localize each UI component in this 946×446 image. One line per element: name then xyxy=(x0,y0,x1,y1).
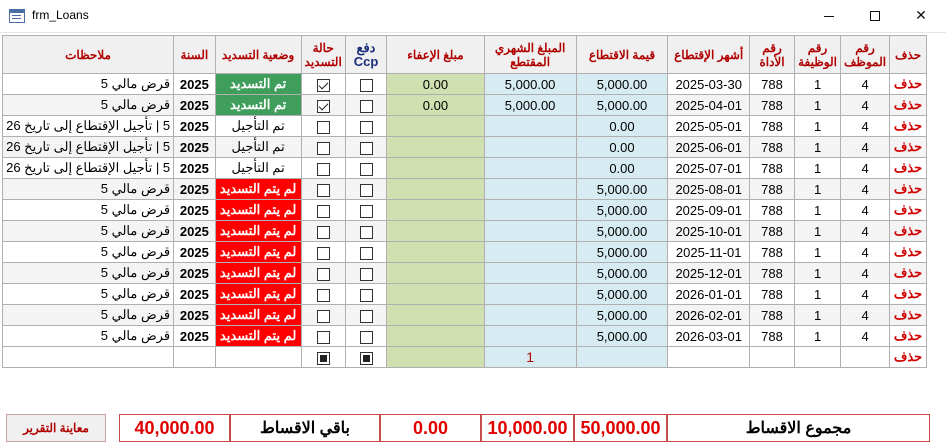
payment-status-cell[interactable] xyxy=(301,179,345,200)
ccp-payment-cell[interactable] xyxy=(345,221,386,242)
ccp-payment-cell[interactable] xyxy=(345,179,386,200)
payment-status-cell[interactable] xyxy=(301,74,345,95)
ccp-payment-cell[interactable] xyxy=(345,326,386,347)
monthly-amount-cell[interactable] xyxy=(484,137,576,158)
year-cell[interactable]: 2025 xyxy=(174,221,216,242)
employee-number-cell[interactable]: 4 xyxy=(841,158,890,179)
tool-number-cell[interactable]: 788 xyxy=(749,179,794,200)
job-number-cell[interactable]: 1 xyxy=(795,179,841,200)
header-payment-status: حالة التسديد xyxy=(301,36,345,74)
maximize-icon xyxy=(870,11,880,21)
payment-state-cell[interactable] xyxy=(215,347,301,368)
payment-status-cell[interactable] xyxy=(301,305,345,326)
deduction-value-cell[interactable]: 5,000.00 xyxy=(576,200,668,221)
payment-status-checkbox[interactable] xyxy=(317,184,330,197)
notes-cell[interactable]: 5 | تأجيل الإقتطاع إلى تاريخ 26 xyxy=(3,158,174,179)
deduction-date-cell[interactable]: 2025-03-30 xyxy=(668,74,750,95)
deduction-value-cell[interactable]: 5,000.00 xyxy=(576,221,668,242)
year-cell[interactable]: 2025 xyxy=(174,179,216,200)
header-job-number: رقم الوظيفة xyxy=(795,36,841,74)
job-number-cell[interactable]: 1 xyxy=(795,305,841,326)
job-number-cell[interactable]: 1 xyxy=(795,284,841,305)
tool-number-cell[interactable]: 788 xyxy=(749,200,794,221)
employee-number-cell[interactable]: 4 xyxy=(841,116,890,137)
table-row[interactable] xyxy=(3,221,927,242)
notes-cell[interactable]: قرض مالي 5 xyxy=(3,95,174,116)
deduction-date-cell[interactable]: 2026-02-01 xyxy=(668,305,750,326)
job-number-cell[interactable]: 1 xyxy=(795,137,841,158)
payment-status-checkbox[interactable] xyxy=(317,205,330,218)
deduction-value-cell[interactable]: 5,000.00 xyxy=(576,179,668,200)
notes-cell[interactable]: قرض مالي 5 xyxy=(3,242,174,263)
payment-status-checkbox[interactable] xyxy=(317,142,330,155)
monthly-amount-cell[interactable] xyxy=(484,242,576,263)
monthly-amount-cell[interactable] xyxy=(484,221,576,242)
payment-state-cell[interactable]: لم يتم التسديد xyxy=(215,326,301,347)
tool-number-cell[interactable]: 788 xyxy=(749,158,794,179)
deduction-date-cell[interactable]: 2025-07-01 xyxy=(668,158,750,179)
header-payment-state: وضعية التسديد xyxy=(215,36,301,74)
employee-number-cell[interactable]: 4 xyxy=(841,305,890,326)
table-row[interactable] xyxy=(3,242,927,263)
ccp-payment-cell[interactable] xyxy=(345,95,386,116)
ccp-checkbox[interactable] xyxy=(360,310,373,323)
year-cell[interactable]: 2025 xyxy=(174,74,216,95)
remaining-installments-label: باقي الاقساط xyxy=(230,414,380,442)
payment-status-checkbox[interactable] xyxy=(317,100,330,113)
payment-status-cell[interactable] xyxy=(301,347,345,368)
delete-link[interactable]: حذف xyxy=(890,74,927,95)
exemption-amount-cell[interactable] xyxy=(387,116,484,137)
table-row[interactable] xyxy=(3,284,927,305)
paid-installments-value: 10,000.00 xyxy=(481,414,574,442)
monthly-amount-cell[interactable] xyxy=(484,347,576,368)
exemption-amount-cell[interactable] xyxy=(387,200,484,221)
title-bar xyxy=(0,0,946,33)
loans-datasheet xyxy=(2,35,927,368)
payment-status-checkbox[interactable] xyxy=(317,121,330,134)
ccp-payment-cell[interactable] xyxy=(345,242,386,263)
exemption-amount-cell[interactable] xyxy=(387,347,484,368)
payment-status-checkbox[interactable] xyxy=(317,310,330,323)
delete-link[interactable]: حذف xyxy=(890,179,927,200)
payment-status-cell[interactable] xyxy=(301,158,345,179)
payment-status-cell[interactable] xyxy=(301,242,345,263)
monthly-amount-cell[interactable] xyxy=(484,284,576,305)
ccp-checkbox[interactable] xyxy=(360,121,373,134)
tool-number-cell[interactable]: 788 xyxy=(749,284,794,305)
payment-state-cell[interactable]: تم التأجيل xyxy=(215,116,301,137)
delete-link[interactable]: حذف xyxy=(890,242,927,263)
employee-number-cell[interactable]: 4 xyxy=(841,95,890,116)
monthly-amount-cell[interactable]: 5,000.00 xyxy=(484,95,576,116)
deduction-date-cell[interactable]: 2026-03-01 xyxy=(668,326,750,347)
payment-state-cell[interactable]: لم يتم التسديد xyxy=(215,221,301,242)
deduction-value-cell[interactable]: 5,000.00 xyxy=(576,284,668,305)
header-delete: حذف xyxy=(890,36,927,74)
notes-cell[interactable]: قرض مالي 5 xyxy=(3,326,174,347)
ccp-payment-cell[interactable] xyxy=(345,305,386,326)
year-cell[interactable]: 2025 xyxy=(174,326,216,347)
tool-number-cell[interactable]: 788 xyxy=(749,95,794,116)
header-notes: ملاحظات xyxy=(3,36,174,74)
exemption-amount-cell[interactable] xyxy=(387,179,484,200)
deduction-value-cell[interactable] xyxy=(576,347,668,368)
delete-link[interactable]: حذف xyxy=(890,221,927,242)
employee-number-cell[interactable]: 4 xyxy=(841,263,890,284)
table-row[interactable] xyxy=(3,74,927,95)
exemption-amount-cell[interactable] xyxy=(387,158,484,179)
ccp-checkbox[interactable] xyxy=(360,268,373,281)
exemption-amount-cell[interactable]: 0.00 xyxy=(387,95,484,116)
exemption-amount-cell[interactable] xyxy=(387,263,484,284)
job-number-cell[interactable] xyxy=(795,347,841,368)
notes-cell[interactable]: قرض مالي 5 xyxy=(3,221,174,242)
deduction-date-cell[interactable]: 2025-12-01 xyxy=(668,263,750,284)
delete-link[interactable]: حذف xyxy=(890,263,927,284)
year-cell[interactable]: 2025 xyxy=(174,305,216,326)
tool-number-cell[interactable]: 788 xyxy=(749,137,794,158)
delete-link[interactable]: حذف xyxy=(890,158,927,179)
payment-state-cell[interactable]: لم يتم التسديد xyxy=(215,200,301,221)
monthly-amount-cell[interactable]: 5,000.00 xyxy=(484,74,576,95)
deduction-date-cell[interactable] xyxy=(668,347,750,368)
payment-status-cell[interactable] xyxy=(301,137,345,158)
close-button[interactable] xyxy=(898,0,944,32)
ccp-payment-cell[interactable] xyxy=(345,347,386,368)
monthly-amount-cell[interactable] xyxy=(484,116,576,137)
ccp-checkbox[interactable] xyxy=(360,79,373,92)
table-row[interactable] xyxy=(3,263,927,284)
header-year: السنة xyxy=(174,36,216,74)
payment-status-cell[interactable] xyxy=(301,116,345,137)
employee-number-cell[interactable]: 4 xyxy=(841,221,890,242)
exemption-amount-cell[interactable] xyxy=(387,242,484,263)
delete-link[interactable]: حذف xyxy=(890,116,927,137)
exempted-value: 0.00 xyxy=(380,414,481,442)
ccp-payment-cell[interactable] xyxy=(345,284,386,305)
deduction-value-cell[interactable]: 5,000.00 xyxy=(576,326,668,347)
deduction-value-cell[interactable]: 0.00 xyxy=(576,137,668,158)
exemption-amount-cell[interactable] xyxy=(387,221,484,242)
ccp-payment-cell[interactable] xyxy=(345,116,386,137)
header-ccp-payment: دفع Ccp xyxy=(345,36,386,74)
ccp-payment-cell[interactable] xyxy=(345,263,386,284)
delete-link[interactable]: حذف xyxy=(890,200,927,221)
deduction-value-cell[interactable]: 5,000.00 xyxy=(576,263,668,284)
employee-number-cell[interactable]: 4 xyxy=(841,137,890,158)
remaining-installments-value: 40,000.00 xyxy=(119,414,230,442)
delete-link[interactable]: حذف xyxy=(890,326,927,347)
tool-number-cell[interactable]: 788 xyxy=(749,221,794,242)
deduction-value-cell[interactable]: 5,000.00 xyxy=(576,95,668,116)
ccp-checkbox[interactable] xyxy=(360,226,373,239)
year-cell[interactable]: 2025 xyxy=(174,242,216,263)
payment-status-checkbox[interactable] xyxy=(317,247,330,260)
payment-status-cell[interactable] xyxy=(301,326,345,347)
job-number-cell[interactable]: 1 xyxy=(795,158,841,179)
deduction-value-cell[interactable]: 0.00 xyxy=(576,116,668,137)
ccp-payment-cell[interactable] xyxy=(345,200,386,221)
window-title: frm_Loans xyxy=(32,8,89,22)
employee-number-cell[interactable]: 4 xyxy=(841,242,890,263)
delete-link[interactable]: حذف xyxy=(890,305,927,326)
tool-number-cell[interactable]: 788 xyxy=(749,74,794,95)
employee-number-cell[interactable] xyxy=(841,347,890,368)
monthly-amount-cell[interactable] xyxy=(484,326,576,347)
deduction-date-cell[interactable]: 2025-04-01 xyxy=(668,95,750,116)
payment-status-cell[interactable] xyxy=(301,200,345,221)
ccp-checkbox[interactable] xyxy=(360,184,373,197)
payment-status-checkbox[interactable] xyxy=(317,79,330,92)
year-cell[interactable]: 2025 xyxy=(174,263,216,284)
ccp-checkbox[interactable] xyxy=(360,142,373,155)
payment-state-cell[interactable]: لم يتم التسديد xyxy=(215,263,301,284)
header-employee-number: رقم الموظف xyxy=(841,36,890,74)
ccp-checkbox[interactable] xyxy=(360,247,373,260)
ccp-checkbox[interactable] xyxy=(360,331,373,344)
exemption-amount-cell[interactable]: 0.00 xyxy=(387,74,484,95)
notes-cell[interactable]: قرض مالي 5 xyxy=(3,179,174,200)
tool-number-cell[interactable]: 788 xyxy=(749,116,794,137)
delete-link[interactable]: حذف xyxy=(890,347,927,368)
job-number-cell[interactable]: 1 xyxy=(795,242,841,263)
year-cell[interactable]: 2025 xyxy=(174,158,216,179)
notes-cell[interactable]: 5 | تأجيل الإقتطاع إلى تاريخ 26 xyxy=(3,116,174,137)
ccp-checkbox[interactable] xyxy=(360,289,373,302)
payment-status-cell[interactable] xyxy=(301,95,345,116)
preview-report-button[interactable]: معاينة التقرير xyxy=(6,414,106,442)
year-cell[interactable]: 2025 xyxy=(174,200,216,221)
payment-status-checkbox[interactable] xyxy=(317,226,330,239)
tool-number-cell[interactable] xyxy=(749,347,794,368)
minimize-icon xyxy=(824,16,834,17)
exemption-amount-cell[interactable] xyxy=(387,137,484,158)
table-row[interactable] xyxy=(3,326,927,347)
deduction-value-cell[interactable]: 5,000.00 xyxy=(576,305,668,326)
exemption-amount-cell[interactable] xyxy=(387,326,484,347)
employee-number-cell[interactable]: 4 xyxy=(841,326,890,347)
payment-status-cell[interactable] xyxy=(301,284,345,305)
maximize-button[interactable] xyxy=(852,0,898,32)
header-deduction-months: أشهر الإقتطاع xyxy=(668,36,750,74)
deduction-value-cell[interactable]: 5,000.00 xyxy=(576,74,668,95)
header-tool-number: رقم الأداة xyxy=(749,36,794,74)
deduction-date-cell[interactable]: 2025-05-01 xyxy=(668,116,750,137)
employee-number-cell[interactable]: 4 xyxy=(841,284,890,305)
payment-state-cell[interactable]: تم التأجيل xyxy=(215,137,301,158)
table-row[interactable] xyxy=(3,305,927,326)
payment-state-cell[interactable]: تم التسديد xyxy=(215,74,301,95)
ccp-payment-cell[interactable] xyxy=(345,137,386,158)
notes-cell[interactable]: 5 | تأجيل الإقتطاع إلى تاريخ 26 xyxy=(3,137,174,158)
ccp-payment-cell[interactable] xyxy=(345,158,386,179)
deduction-date-cell[interactable]: 2025-10-01 xyxy=(668,221,750,242)
payment-state-cell[interactable]: تم التأجيل xyxy=(215,158,301,179)
form-icon xyxy=(9,9,25,23)
payment-status-checkbox[interactable] xyxy=(317,331,330,344)
job-number-cell[interactable]: 1 xyxy=(795,200,841,221)
header-exemption-amount: مبلغ الإعفاء xyxy=(387,36,484,74)
job-number-cell[interactable]: 1 xyxy=(795,74,841,95)
job-number-cell[interactable]: 1 xyxy=(795,116,841,137)
payment-state-cell[interactable]: لم يتم التسديد xyxy=(215,179,301,200)
employee-number-cell[interactable]: 4 xyxy=(841,74,890,95)
monthly-amount-cell[interactable] xyxy=(484,200,576,221)
year-cell[interactable] xyxy=(174,347,216,368)
deduction-date-cell[interactable]: 2025-11-01 xyxy=(668,242,750,263)
delete-link[interactable]: حذف xyxy=(890,284,927,305)
payment-status-checkbox[interactable] xyxy=(317,289,330,302)
ccp-checkbox[interactable] xyxy=(360,352,373,365)
new-record-row[interactable] xyxy=(3,347,927,368)
payment-status-cell[interactable] xyxy=(301,221,345,242)
tool-number-cell[interactable]: 788 xyxy=(749,305,794,326)
year-cell[interactable]: 2025 xyxy=(174,137,216,158)
payment-status-checkbox[interactable] xyxy=(317,163,330,176)
total-installments-value: 50,000.00 xyxy=(574,414,667,442)
ccp-checkbox[interactable] xyxy=(360,163,373,176)
header-monthly-amount: المبلغ الشهري المقتطع xyxy=(484,36,576,74)
loans-table xyxy=(2,35,927,368)
monthly-amount-cell[interactable] xyxy=(484,305,576,326)
header-row xyxy=(3,36,927,74)
header-deduction-value: قيمة الاقتطاع xyxy=(576,36,668,74)
payment-state-cell[interactable]: لم يتم التسديد xyxy=(215,284,301,305)
monthly-amount-cell[interactable] xyxy=(484,179,576,200)
year-cell[interactable]: 2025 xyxy=(174,116,216,137)
table-row[interactable] xyxy=(3,158,927,179)
exemption-amount-cell[interactable] xyxy=(387,284,484,305)
deduction-value-cell[interactable]: 0.00 xyxy=(576,158,668,179)
job-number-cell[interactable]: 1 xyxy=(795,95,841,116)
table-row[interactable] xyxy=(3,137,927,158)
notes-cell[interactable]: قرض مالي 5 xyxy=(3,74,174,95)
deduction-date-cell[interactable]: 2026-01-01 xyxy=(668,284,750,305)
deduction-date-cell[interactable]: 2025-08-01 xyxy=(668,179,750,200)
notes-cell[interactable]: قرض مالي 5 xyxy=(3,200,174,221)
monthly-amount-cell[interactable] xyxy=(484,158,576,179)
notes-cell[interactable]: قرض مالي 5 xyxy=(3,284,174,305)
notes-cell[interactable] xyxy=(3,347,174,368)
totals-footer xyxy=(0,414,946,444)
tool-number-cell[interactable]: 788 xyxy=(749,326,794,347)
text-cursor: 1 xyxy=(526,349,534,365)
total-installments-label: مجموع الاقساط xyxy=(667,414,930,442)
minimize-button[interactable] xyxy=(806,0,852,32)
payment-status-cell[interactable] xyxy=(301,263,345,284)
notes-cell[interactable]: قرض مالي 5 xyxy=(3,263,174,284)
job-number-cell[interactable]: 1 xyxy=(795,221,841,242)
deduction-date-cell[interactable]: 2025-06-01 xyxy=(668,137,750,158)
monthly-amount-cell[interactable] xyxy=(484,263,576,284)
tool-number-cell[interactable]: 788 xyxy=(749,242,794,263)
close-icon: ✕ xyxy=(915,8,927,24)
payment-status-checkbox[interactable] xyxy=(317,268,330,281)
year-cell[interactable]: 2025 xyxy=(174,284,216,305)
employee-number-cell[interactable]: 4 xyxy=(841,179,890,200)
payment-state-cell[interactable]: لم يتم التسديد xyxy=(215,305,301,326)
exemption-amount-cell[interactable] xyxy=(387,305,484,326)
deduction-date-cell[interactable]: 2025-09-01 xyxy=(668,200,750,221)
table-row[interactable] xyxy=(3,200,927,221)
tool-number-cell[interactable]: 788 xyxy=(749,263,794,284)
payment-state-cell[interactable]: لم يتم التسديد xyxy=(215,242,301,263)
ccp-checkbox[interactable] xyxy=(360,100,373,113)
job-number-cell[interactable]: 1 xyxy=(795,263,841,284)
employee-number-cell[interactable]: 4 xyxy=(841,200,890,221)
ccp-payment-cell[interactable] xyxy=(345,74,386,95)
table-row[interactable] xyxy=(3,116,927,137)
deduction-value-cell[interactable]: 5,000.00 xyxy=(576,242,668,263)
delete-link[interactable]: حذف xyxy=(890,137,927,158)
job-number-cell[interactable]: 1 xyxy=(795,326,841,347)
payment-status-checkbox[interactable] xyxy=(317,352,330,365)
ccp-checkbox[interactable] xyxy=(360,205,373,218)
year-cell[interactable]: 2025 xyxy=(174,95,216,116)
table-row[interactable] xyxy=(3,179,927,200)
table-row[interactable] xyxy=(3,95,927,116)
delete-link[interactable]: حذف xyxy=(890,95,927,116)
payment-state-cell[interactable]: تم التسديد xyxy=(215,95,301,116)
notes-cell[interactable]: قرض مالي 5 xyxy=(3,305,174,326)
